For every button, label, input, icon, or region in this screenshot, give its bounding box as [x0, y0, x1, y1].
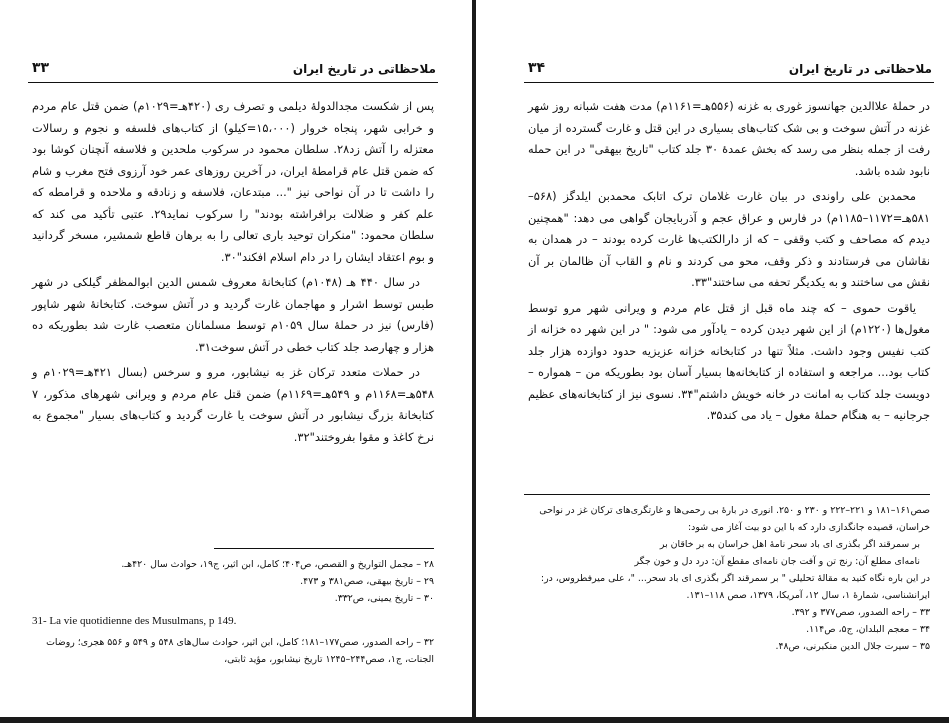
- page-body-text: [528, 96, 930, 431]
- footnote: صص۱۶۱–۱۸۱ و ۲۲۱–۲۲۲ و ۲۳۰ و ۲۵۰. انوری در بارۀ بی رحمی‌ها و غارتگری‌های ترکان غز در نواحی خراسان، قصیده جانگدازی دارد که با این دو بیت آغاز می شود:: [539, 505, 930, 533]
- footnote: ۳۵ – سیرت جلال الدین منکبرنی، ص۴۸.: [775, 641, 930, 652]
- paragraph: پس از شکست مجدالدولۀ دیلمی و تصرف ری (۴۲۰هـ=۱۰۲۹م) ضمن قتل عام مردم و خرابی شهر، پنجاه خروار (۱۵،۰۰۰=کیلو) از کتاب‌های فلسفه و نجوم و رسالات معتزله را آتش زد‌۲۸. سلطان محمود در سرکوب ملحدین و فلاسفه آنچنان کوشا بود که ضمن قتل عام قرامطۀ ایران، در آخرین روزهای عمر خود آرزوی فتح مغرب و شام را داشت تا در آن نواحی نیز "... مبتدعان، فلاسفه و زنادقه و ملاحده و قرامطه که علم کفر و ضلالت برافراشته بودند" را سرکوب نماید‌۲۹. عتبی تأکید می کند که سلطان محمود: "منکران توحید باری تعالی را به برهان قاطع شمشیر، مسخر گردانید و بوم اعتقاد ایشان را در دام اسلام افکند"‌۳۰.: [32, 99, 435, 264]
- paragraph: محمدبن علی راوندی در بیان غارت غلامان ترک اتابک محمدبن ایلدگز (۵۶۸–۵۸۱هـ=۱۱۷۲–۱۱۸۵م) در فارس و عراق عجم و آذربایجان گواهی می دهد: "همچنین دیدم که مصاحف و کتب وقفی – که از دارالکتب‌ها غارت کرده بودند – در همدان به نقاشان می فرستادند و ذکر وقف، محو می کردند و نام و القاب آن ظالمان بر آن نقش می ساختند و به یکدیگر تحفه می ساختند"‌۳۳.: [528, 189, 930, 289]
- paragraph: در حملۀ علاالدین جهانسوز غوری به غزنه (۵۵۶هـ=۱۱۶۱م) مدت هفت شبانه روز شهر غزنه در آتش سوخت و بی شک کتاب‌های بسیاری در این قتل و غارت گسترده از میان رفت از جمله بنظر می رسد که بخش عمدۀ ۳۰ جلد کتاب "تاریخ بیهقی" در این حمله نابود شده باشد.: [528, 99, 930, 178]
- footnote-verse: نامه‌ای مطلع آن: رنج تن و آفت جان نامه‌ای مقطع آن: درد دل و خون جگر: [634, 556, 920, 567]
- footnote-rule: [214, 548, 434, 549]
- footnote: 31- La vie quotidienne des Musulmans, p 149.: [32, 615, 237, 627]
- page-header: [28, 58, 438, 83]
- paragraph: در حملات متعدد ترکان غز به نیشابور، مرو و سرخس (بسال ۴۲۱هـ=۱۰۲۹م و ۵۴۸هـ=۱۱۶۸م و ۵۴۹هـ=۱۱۶۹م) ضمن قتل عام مردم و ویرانی شهرهای مذکور، ۷ کتابخانۀ بزرگ نیشابور در آتش سوخت یا غارت گردید و کتاب‌های بسیار "مجموع به نرخ کاغذ و مقوا بفروختند"‌۳۲.: [32, 365, 434, 444]
- page-34: [524, 0, 934, 717]
- book-gutter: [472, 0, 476, 723]
- footnote: ۲۹ – تاریخ بیهقی، صص۳۸۱ و ۴۷۳.: [300, 576, 434, 587]
- footnotes: [32, 556, 434, 668]
- footnote: ۲۸ – مجمل التواریخ و القصص، ص۴۰۴؛ کامل، ابن اثیر، ج۱۹، حوادث سال ۴۲۰هـ.: [121, 559, 434, 570]
- page-33: [28, 0, 438, 717]
- page-header: [524, 58, 934, 83]
- page-body-text: [32, 96, 434, 452]
- footnote: ۳۳ – راحه الصدور، صص۳۷۷ و ۳۹۲.: [791, 607, 930, 618]
- footnotes: [528, 502, 930, 655]
- paragraph: یاقوت حموی – که چند ماه قبل از قتل عام مردم و ویرانی شهر مرو توسط مغول‌ها (۱۲۲۰م) از این شهر دیدن کرده – یادآور می شود: " در این شهر ده خزانه از کتب نفیس وجود داشت. مثلاً تنها در کتابخانه خزانه عزیزیه حدود دوازده هزار جلد کتاب بود... مراجعه و استفاده از کتابخانه‌ها بسیار آسان بود بطوریکه من – همواره – دویست جلد کتاب به امانت در خانه خویش داشتم"‌۳۴. نسوی نیز از کتابخانه‌های عظیم جرجانیه – به هنگام حملۀ مغول – یاد می کند‌۳۵.: [528, 300, 930, 422]
- footnote-verse: بر سمرقند اگر بگذری ای باد سحر نامۀ اهل خراسان به بر خاقان بر: [659, 539, 920, 550]
- scan-bottom-edge: [0, 717, 949, 723]
- footnote: در این باره نگاه کنید به مقالۀ تحلیلی " بر سمرقند اگر بگذری ای باد سحر... "، علی میرفطروس، در: ایرانشناسی، شمارۀ ۱، سال ۱۲، آمریکا، ۱۳۷۹، صص ۱۱۸–۱۳۱.: [540, 573, 930, 601]
- page-number: ۳۴: [528, 60, 546, 76]
- footnote: ۳۴ – معجم البلدان، ج۵، ص۱۱۴.: [806, 624, 930, 635]
- running-title: ملاحظاتی در تاریخ ایران: [788, 62, 932, 76]
- paragraph: در سال ۴۴۰ هـ (۱۰۴۸م) کتابخانۀ معروف شمس الدین ابوالمظفر گیلکی در شهر طبس توسط اشرار و مهاجمان غارت گردید و در آتش سوخت. کتابخانۀ شهر شاپور (فارس) نیز در حملۀ سال ۱۰۵۹م توسط مسلمانان متعصب غارت شد بطوریکه ده هزار و چهارصد جلد کتاب خطی در آتش سوخت‌۳۱.: [32, 275, 434, 354]
- footnote: ۳۰ – تاریخ یمینی، ص۳۳۲.: [334, 593, 434, 604]
- footnote: ۳۲ – راحه الصدور، صص۱۷۷–۱۸۱؛ کامل، ابن اثیر، حوادث سال‌های ۵۴۸ و ۵۴۹ و ۵۵۶ هجری؛ روضات الجنات، ج۱، صص۲۴۴–۱۲۴۵ تاریخ نیشابور، مؤید ثابتی،: [46, 637, 434, 665]
- page-number: ۳۳: [32, 60, 50, 76]
- running-title: ملاحظاتی در تاریخ ایران: [292, 62, 436, 76]
- footnote-rule: [524, 494, 930, 495]
